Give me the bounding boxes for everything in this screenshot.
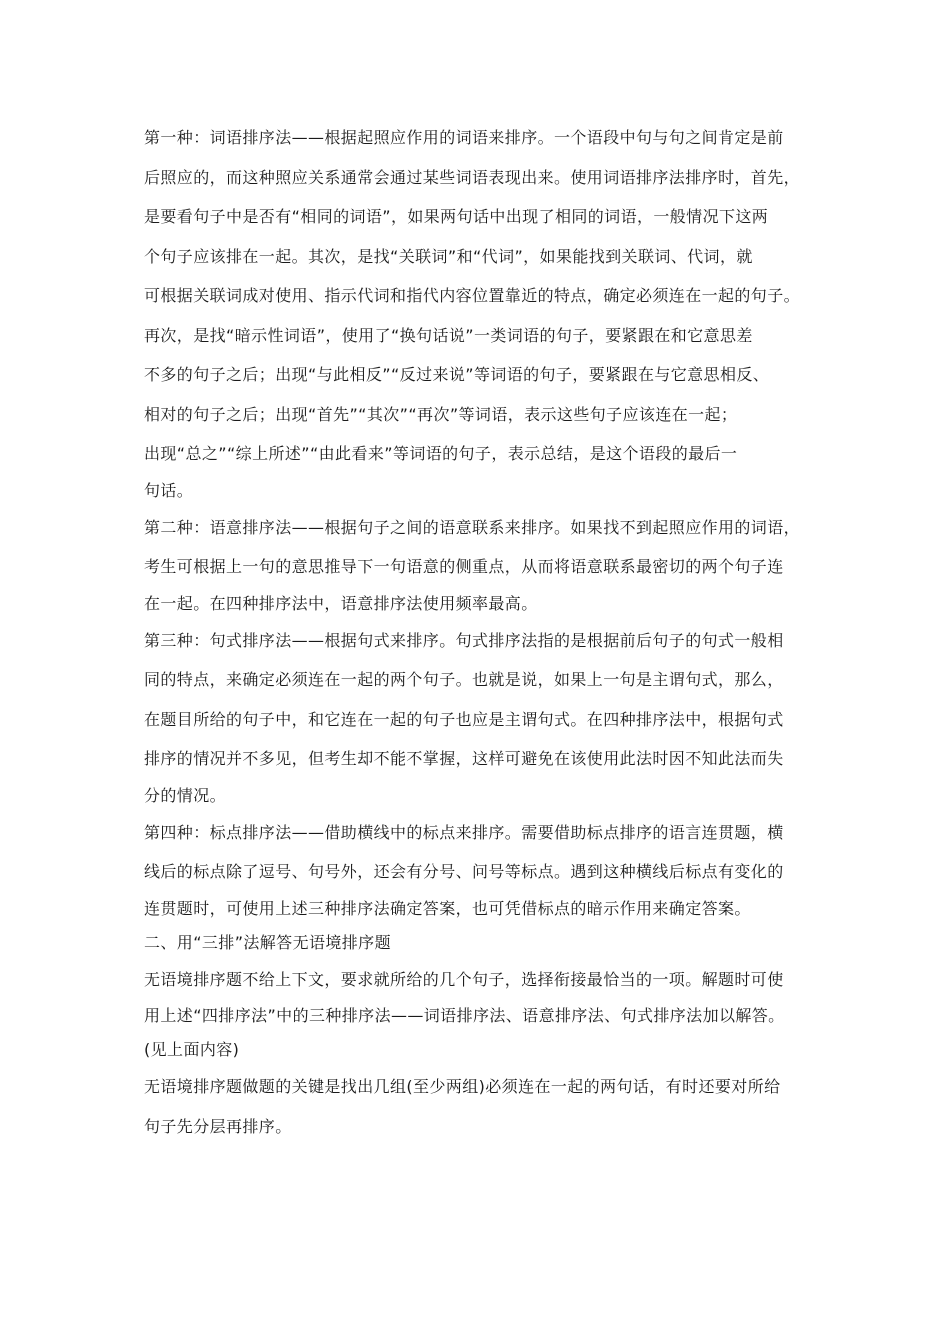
text-line: 后照应的，而这种照应关系通常会通过某些词语表现出来。使用词语排序法排序时，首先， — [144, 167, 801, 187]
text-line: 第三种：句式排序法——根据句式来排序。句式排序法指的是根据前后句子的句式一般相 — [144, 630, 784, 650]
text-line: 出现“总之”“综上所述”“由此看来”等词语的句子，表示总结，是这个语段的最后一 — [144, 444, 738, 463]
text-line: 无语境排序题不给上下文，要求就所给的几个句子，选择衔接最恰当的一项。解题时可使 — [144, 969, 784, 989]
text-line: 排序的情况并不多见，但考生却不能不掌握，这样可避免在该使用此法时因不知此法而失 — [144, 749, 784, 768]
text-line: 相对的句子之后；出现“首先”“其次”“再次”等词语，表示这些句子应该连在一起； — [144, 404, 738, 424]
document-body — [144, 118, 812, 1146]
section-heading: 二、用“三排”法解答无语境排序题 — [144, 932, 391, 952]
text-line: 可根据关联词成对使用、指示代词和指代内容位置靠近的特点，确定必须连在一起的句子。 — [144, 286, 801, 305]
text-line: 句子先分层再排序。 — [144, 1116, 292, 1136]
text-line: 句话。 — [144, 480, 194, 500]
text-line: 再次，是找“暗示性词语”，使用了“换句话说”一类词语的句子，要紧跟在和它意思差 — [144, 325, 753, 345]
text-line: 分的情况。 — [144, 785, 227, 805]
text-line: 考生可根据上一句的意思推导下一句语意的侧重点，从而将语意联系最密切的两个句子连 — [144, 557, 784, 576]
text-line: 第四种：标点排序法——借助横线中的标点来排序。需要借助标点排序的语言连贯题，横 — [144, 822, 784, 842]
text-line: 在一起。在四种排序法中，语意排序法使用频率最高。 — [144, 593, 538, 613]
text-line: 是要看句子中是否有“相同的词语”，如果两句话中出现了相同的词语，一般情况下这两 — [144, 207, 769, 226]
text-line: 第二种：语意排序法——根据句子之间的语意联系来排序。如果找不到起照应作用的词语， — [144, 517, 801, 537]
text-line: 用上述“四排序法”中的三种排序法——词语排序法、语意排序法、句式排序法加以解答。 — [144, 1006, 785, 1025]
text-line: 在题目所给的句子中，和它连在一起的句子也应是主谓句式。在四种排序法中，根据句式 — [144, 709, 784, 729]
text-line: 连贯题时，可使用上述三种排序法确定答案，也可凭借标点的暗示作用来确定答案。 — [144, 898, 751, 918]
text-line: (见上面内容) — [144, 1040, 240, 1059]
text-line: 线后的标点除了逗号、句号外，还会有分号、问号等标点。遇到这种横线后标点有变化的 — [144, 862, 784, 881]
text-line: 无语境排序题做题的关键是找出几组(至少两组)必须连在一起的两句话，有时还要对所给 — [144, 1077, 781, 1096]
text-line: 个句子应该排在一起。其次，是找“关联词”和“代词”，如果能找到关联词、代词，就 — [144, 246, 753, 266]
text-line: 第一种：词语排序法——根据起照应作用的词语来排序。一个语段中句与句之间肯定是前 — [144, 128, 784, 147]
text-line: 不多的句子之后；出现“与此相反”“反过来说”等词语的句子，要紧跟在与它意思相反、 — [144, 365, 770, 384]
text-line: 同的特点，来确定必须连在一起的两个句子。也就是说，如果上一句是主谓句式，那么， — [144, 670, 784, 689]
